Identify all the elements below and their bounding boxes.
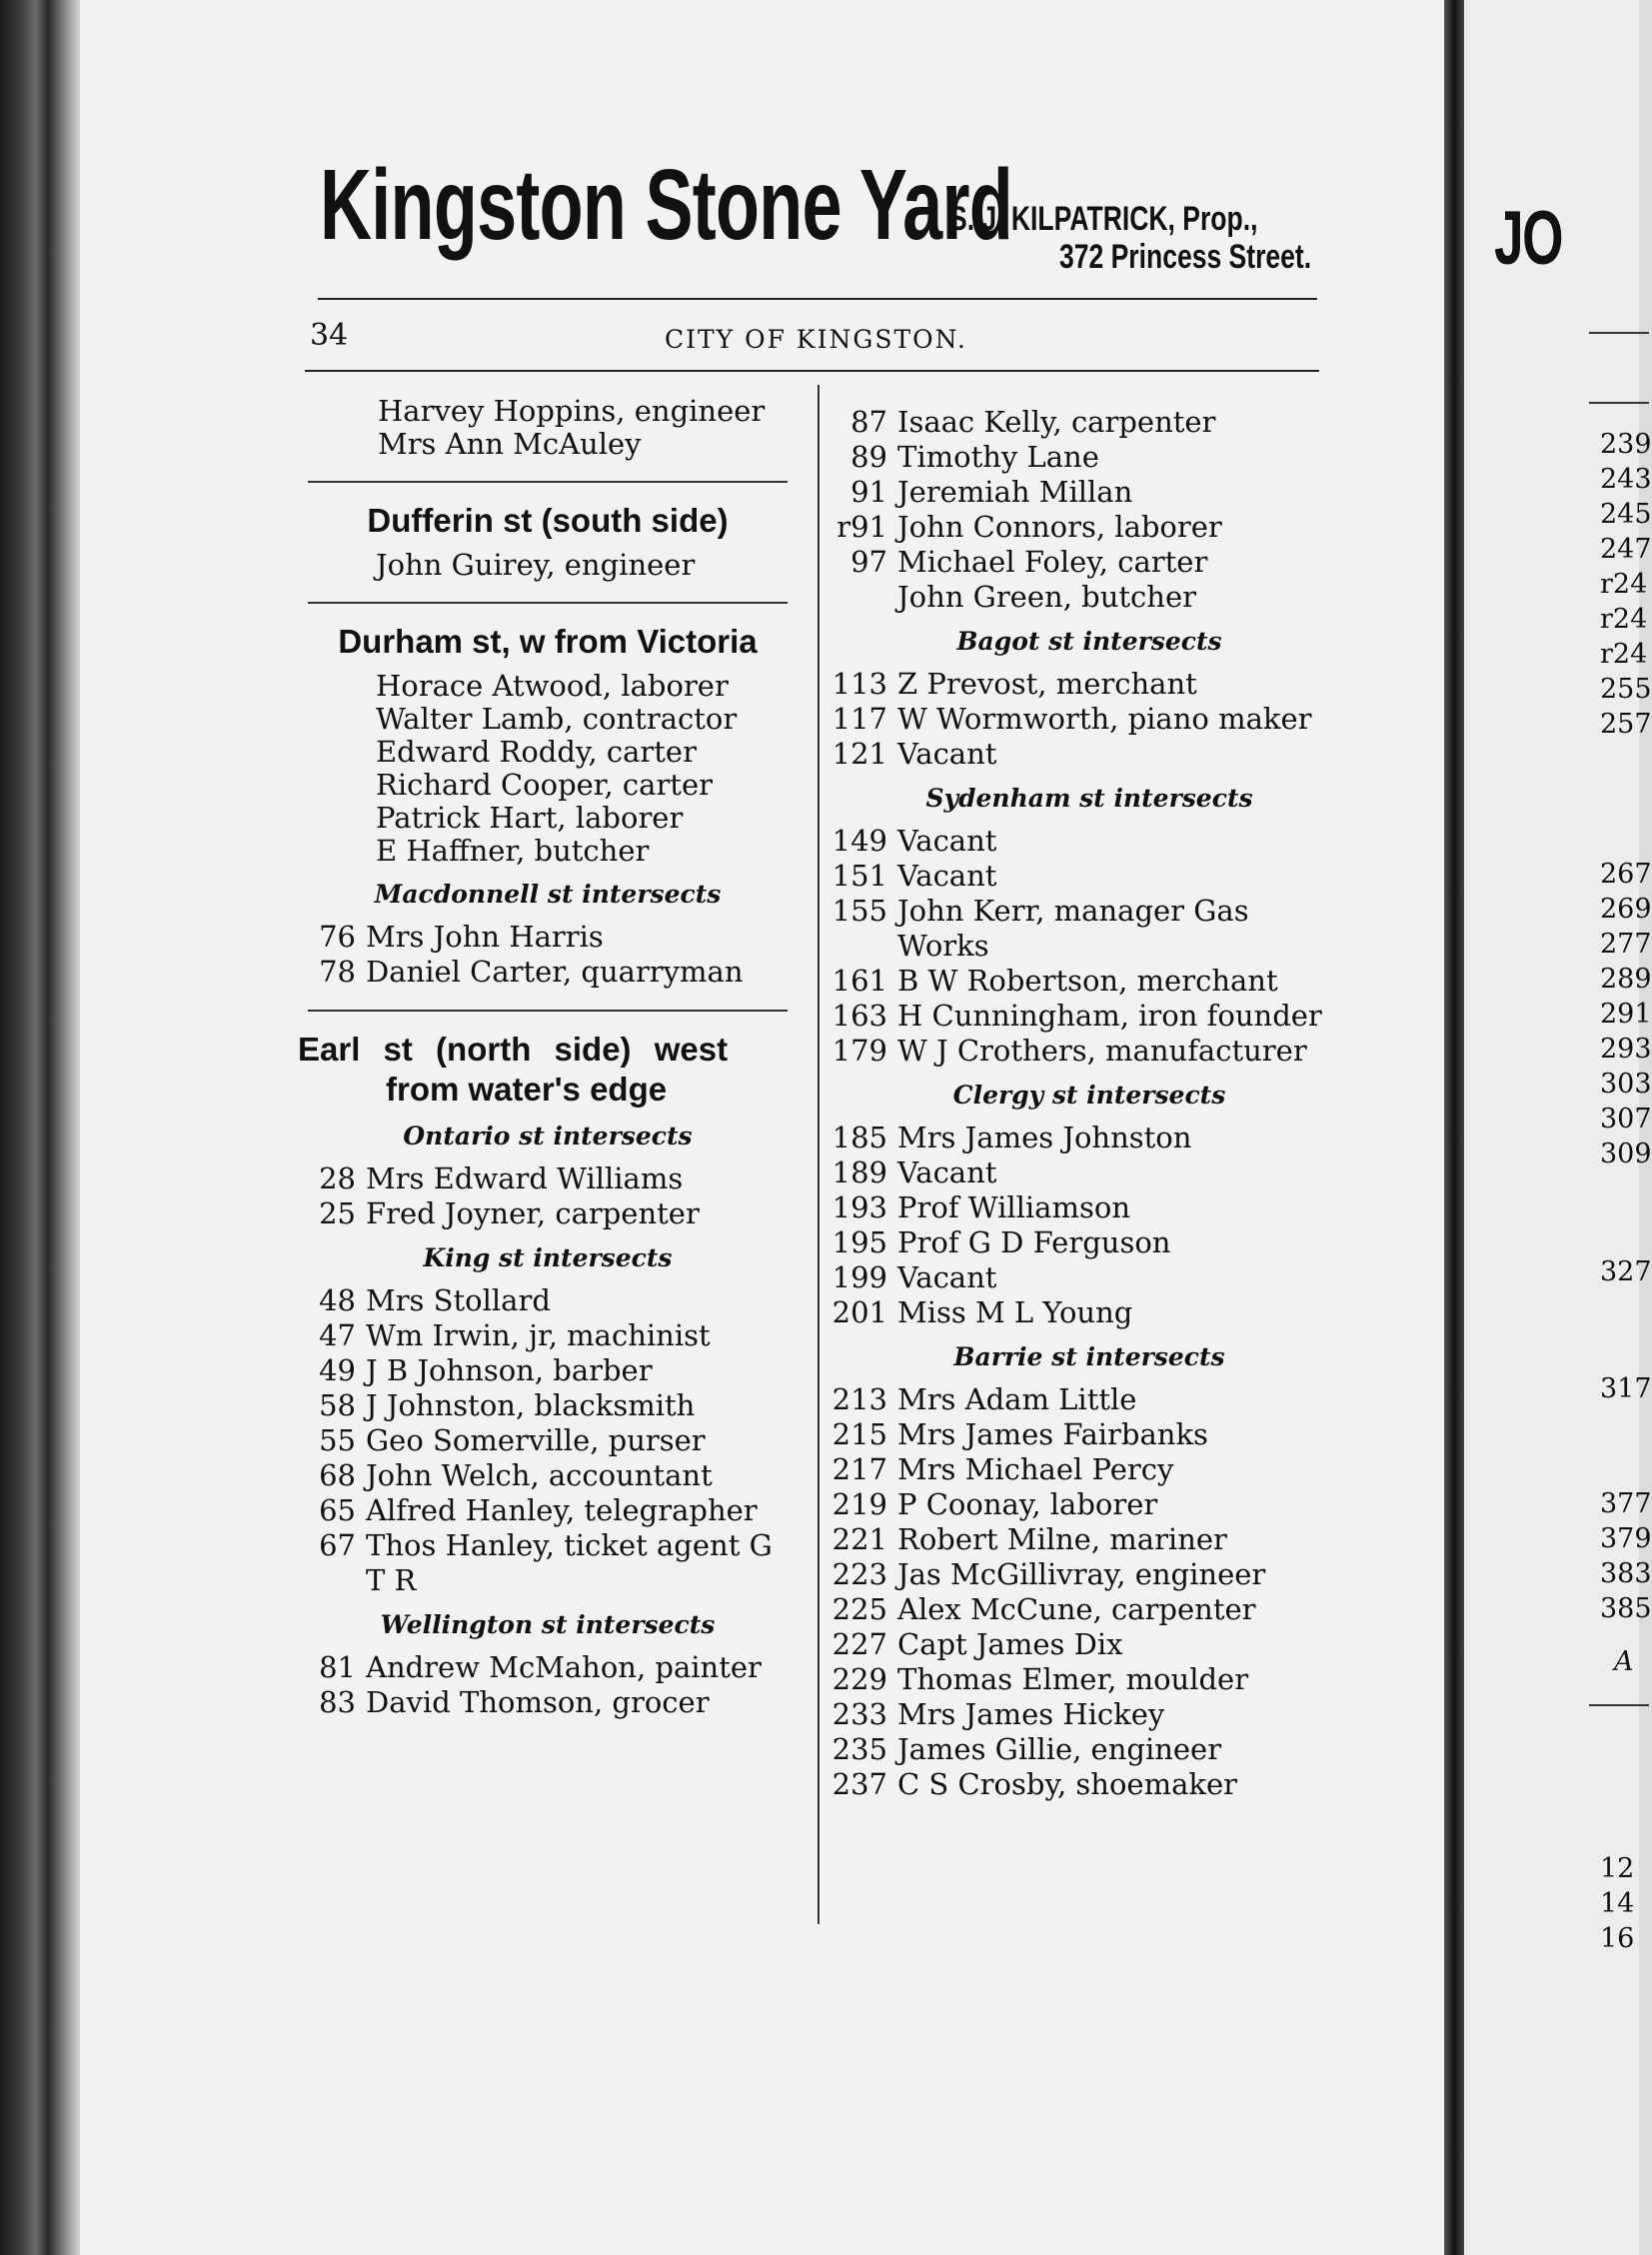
list-item [298, 1458, 798, 1493]
resident: P Coonay, laborer [897, 1487, 1158, 1521]
house-number: 117 [831, 702, 887, 736]
resident: Daniel Carter, quarryman [366, 955, 744, 989]
house-number: 83 [319, 1685, 356, 1719]
resident: Mrs James Fairbanks [897, 1417, 1208, 1451]
facing-page-number: 303 [1600, 1069, 1652, 1100]
list-item [298, 1388, 798, 1423]
facing-page-rule [1589, 1704, 1649, 1706]
intersect-note: Sydenham st intersects [925, 784, 1253, 813]
list-item [829, 1487, 1349, 1522]
house-number: 217 [831, 1452, 887, 1486]
house-number: 189 [831, 1155, 887, 1189]
list-item [298, 1528, 798, 1598]
resident: James Gillie, engineer [897, 1732, 1222, 1766]
house-number: 225 [831, 1592, 887, 1626]
list-item: Patrick Hart, laborer [376, 801, 684, 835]
facing-page-number: 255 [1600, 674, 1652, 705]
list-item [829, 1697, 1349, 1732]
header-rule [318, 298, 1317, 300]
facing-page-number: 257 [1600, 709, 1652, 740]
resident: Thomas Elmer, moulder [897, 1662, 1249, 1696]
house-number: 161 [831, 964, 887, 998]
title-rule [305, 370, 1319, 372]
facing-page-number: r24 [1600, 639, 1648, 670]
resident: Thos Hanley, ticket agent G T R [366, 1528, 773, 1597]
resident: Prof G D Ferguson [897, 1225, 1171, 1259]
list-item [829, 1155, 1349, 1190]
resident: Isaac Kelly, carpenter [897, 405, 1216, 439]
resident: Vacant [897, 824, 997, 858]
list-item [829, 894, 1349, 964]
resident: John Green, butcher [897, 580, 1196, 614]
house-number: 87 [850, 405, 887, 439]
list-item: Mrs Ann McAuley [378, 427, 642, 461]
house-number: 199 [831, 1260, 887, 1294]
facing-page-number: 12 [1600, 1853, 1635, 1884]
resident: Mrs Adam Little [897, 1382, 1137, 1416]
resident: Z Prevost, merchant [897, 667, 1197, 701]
list-item [298, 1493, 798, 1528]
resident: Wm Irwin, jr, machinist [366, 1318, 711, 1352]
house-number: 223 [831, 1557, 887, 1591]
resident: Michael Foley, carter [897, 545, 1208, 579]
section-divider [308, 602, 788, 604]
facing-page-number: 291 [1600, 999, 1652, 1030]
resident: Vacant [897, 1155, 997, 1189]
street-heading: Dufferin st (south side) [367, 502, 729, 539]
list-item [298, 1283, 798, 1318]
ad-address: 372 Princess Street. [1059, 238, 1312, 276]
facing-page-number: 317 [1600, 1373, 1652, 1404]
facing-page-number: 327 [1600, 1256, 1652, 1287]
house-number: 229 [831, 1662, 887, 1696]
house-number: 149 [831, 824, 887, 858]
ad-proprietor: S. J. KILPATRICK, Prop., [949, 200, 1258, 238]
list-item [298, 955, 798, 990]
resident: Alfred Hanley, telegrapher [366, 1493, 758, 1527]
list-item [829, 859, 1349, 894]
house-number: 121 [831, 737, 887, 771]
section-dufferin-st [298, 501, 798, 582]
section-continued [298, 395, 798, 461]
list-item [829, 580, 1349, 615]
resident: Mrs James Johnston [897, 1121, 1192, 1154]
resident: John Connors, laborer [897, 510, 1222, 544]
house-number: 227 [831, 1627, 887, 1661]
list-item [829, 545, 1349, 580]
house-number: 195 [831, 1225, 887, 1259]
list-item [829, 1417, 1349, 1452]
house-number: 215 [831, 1417, 887, 1451]
resident: J B Johnson, barber [366, 1353, 653, 1387]
intersect-note: King st intersects [423, 1243, 673, 1272]
facing-page-number: 247 [1600, 534, 1652, 565]
section-divider [308, 1010, 788, 1012]
facing-page-number: 239 [1600, 429, 1652, 460]
intersect-note: Barrie st intersects [953, 1342, 1225, 1371]
house-number: 151 [831, 859, 887, 893]
facing-page-number: 377 [1600, 1488, 1652, 1519]
ad-title: Kingston Stone Yard [320, 149, 1013, 261]
facing-page-number: 309 [1600, 1138, 1652, 1169]
list-item: Edward Roddy, carter [376, 735, 697, 769]
list-item [298, 1423, 798, 1458]
resident: C S Crosby, shoemaker [897, 1767, 1237, 1801]
house-number: 97 [850, 545, 887, 579]
resident: Vacant [897, 1260, 997, 1294]
resident: Timothy Lane [897, 440, 1099, 474]
house-number: 49 [319, 1353, 356, 1387]
house-number: 155 [831, 894, 887, 928]
house-number: 28 [319, 1161, 356, 1195]
section-divider [308, 481, 788, 483]
list-item [829, 1592, 1349, 1627]
house-number: 65 [319, 1493, 356, 1527]
intersect-note: Clergy st intersects [952, 1081, 1226, 1110]
resident: Jas McGillivray, engineer [897, 1557, 1266, 1591]
resident: David Thomson, grocer [366, 1685, 710, 1719]
list-item [298, 1353, 798, 1388]
facing-page-header: JO [1494, 196, 1563, 281]
street-heading-line2: from water's edge [386, 1071, 668, 1108]
house-number: 55 [319, 1423, 356, 1457]
list-item [829, 1121, 1349, 1155]
resident: Mrs Stollard [366, 1283, 551, 1317]
facing-page-number: 245 [1600, 499, 1652, 530]
facing-page-number: 267 [1600, 859, 1652, 890]
list-item [829, 1260, 1349, 1295]
facing-page-number: A [1614, 1646, 1634, 1677]
resident: John Kerr, manager Gas Works [897, 894, 1249, 963]
list-item: E Haffner, butcher [376, 834, 650, 868]
facing-page-number: 16 [1600, 1923, 1635, 1954]
list-item [829, 1225, 1349, 1260]
list-item [829, 510, 1349, 545]
list-item [829, 1034, 1349, 1069]
list-item [829, 824, 1349, 859]
resident: Vacant [897, 737, 997, 771]
facing-page-number: 289 [1600, 964, 1652, 995]
section-durham-st [298, 622, 798, 990]
resident: H Cunningham, iron founder [897, 999, 1322, 1033]
facing-page-rule [1589, 332, 1649, 334]
list-item [829, 667, 1349, 702]
list-item: Harvey Hoppins, engineer [378, 394, 766, 428]
list-item: John Guirey, engineer [376, 548, 696, 582]
facing-page-number: 293 [1600, 1034, 1652, 1065]
house-number: 237 [831, 1767, 887, 1801]
resident: J Johnston, blacksmith [366, 1388, 696, 1422]
house-number: 58 [319, 1388, 356, 1422]
list-item [829, 405, 1349, 440]
house-number: 89 [850, 440, 887, 474]
list-item [829, 1732, 1349, 1767]
list-item: Richard Cooper, carter [376, 768, 713, 802]
house-number: 213 [831, 1382, 887, 1416]
facing-page-number: r24 [1600, 569, 1648, 600]
house-number: 163 [831, 999, 887, 1033]
list-item: Walter Lamb, contractor [376, 702, 738, 736]
facing-page-number: 14 [1600, 1888, 1635, 1919]
house-number: 219 [831, 1487, 887, 1521]
house-number: 78 [319, 955, 356, 989]
resident: Capt James Dix [897, 1627, 1123, 1661]
page-number: 34 [310, 318, 349, 353]
list-item [829, 1627, 1349, 1662]
resident: Andrew McMahon, painter [366, 1650, 762, 1684]
street-heading-line1: Earl st (north side) west [298, 1031, 729, 1068]
section-earl-st [298, 1030, 798, 1720]
resident: Mrs Edward Williams [366, 1161, 684, 1195]
intersect-note: Bagot st intersects [956, 627, 1222, 656]
list-item [829, 1190, 1349, 1225]
house-number: 25 [319, 1196, 356, 1230]
list-item [298, 1161, 798, 1196]
street-heading [298, 1030, 798, 1110]
list-item [829, 1382, 1349, 1417]
facing-page-number: 379 [1600, 1523, 1652, 1554]
house-number: 81 [319, 1650, 356, 1684]
list-item [298, 920, 798, 955]
house-number: 68 [319, 1458, 356, 1492]
house-number: 185 [831, 1121, 887, 1154]
resident: John Welch, accountant [366, 1458, 713, 1492]
list-item: Horace Atwood, laborer [376, 669, 729, 703]
house-number: 201 [831, 1295, 887, 1329]
resident: Mrs Michael Percy [897, 1452, 1174, 1486]
right-column [829, 405, 1349, 1802]
list-item [829, 1557, 1349, 1592]
ad-proprietor-block [949, 200, 1329, 276]
house-number: 47 [319, 1318, 356, 1352]
list-item [298, 1650, 798, 1685]
facing-page-rule [1589, 402, 1649, 404]
facing-page-number: 385 [1600, 1593, 1652, 1624]
list-item [298, 1318, 798, 1353]
resident: Mrs James Hickey [897, 1697, 1165, 1731]
facing-page-number: 269 [1600, 894, 1652, 925]
running-title: CITY OF KINGSTON. [665, 325, 967, 354]
list-item [829, 440, 1349, 475]
house-number: 91 [850, 475, 887, 509]
list-item [829, 964, 1349, 999]
column-divider [818, 385, 820, 1924]
house-number: 113 [831, 667, 887, 701]
resident: Geo Somerville, purser [366, 1423, 706, 1457]
facing-page-number: 277 [1600, 929, 1652, 960]
resident: B W Robertson, merchant [897, 964, 1278, 998]
house-number: 48 [319, 1283, 356, 1317]
house-number: 193 [831, 1190, 887, 1224]
list-item [829, 1295, 1349, 1330]
resident: W J Crothers, manufacturer [897, 1034, 1307, 1068]
list-item [829, 1522, 1349, 1557]
list-item [829, 1767, 1349, 1802]
intersect-note: Wellington st intersects [380, 1610, 716, 1639]
resident: W Wormworth, piano maker [897, 702, 1312, 736]
facing-page-number: 243 [1600, 464, 1652, 495]
left-column [298, 395, 798, 1724]
list-item [829, 999, 1349, 1034]
resident: Alex McCune, carpenter [897, 1592, 1256, 1626]
resident: Prof Williamson [897, 1190, 1130, 1224]
book-binding [0, 0, 80, 2255]
resident: Fred Joyner, carpenter [366, 1196, 700, 1230]
list-item [829, 702, 1349, 737]
house-number: 179 [831, 1034, 887, 1068]
facing-page-number: 307 [1600, 1104, 1652, 1134]
list-item [829, 1452, 1349, 1487]
page-gutter [1444, 0, 1464, 2255]
resident: Jeremiah Millan [897, 475, 1133, 509]
house-number: 67 [319, 1528, 356, 1562]
house-number: 233 [831, 1697, 887, 1731]
list-item [298, 1196, 798, 1231]
list-item [829, 475, 1349, 510]
facing-page-number: r24 [1600, 604, 1648, 635]
house-number: 76 [319, 920, 356, 954]
facing-page-fragment [1464, 0, 1652, 2255]
list-item [829, 1662, 1349, 1697]
house-number: 221 [831, 1522, 887, 1556]
house-number [829, 580, 897, 615]
resident: Miss M L Young [897, 1295, 1133, 1329]
resident: Mrs John Harris [366, 920, 604, 954]
intersect-note: Ontario st intersects [403, 1122, 693, 1150]
resident: Vacant [897, 859, 997, 893]
house-number: 235 [831, 1732, 887, 1766]
intersect-note: Macdonnell st intersects [374, 880, 722, 909]
resident: Robert Milne, mariner [897, 1522, 1227, 1556]
list-item [829, 737, 1349, 772]
house-number: r91 [836, 510, 887, 544]
list-item [298, 1685, 798, 1720]
street-heading: Durham st, w from Victoria [338, 623, 758, 660]
facing-page-number: 383 [1600, 1558, 1652, 1589]
